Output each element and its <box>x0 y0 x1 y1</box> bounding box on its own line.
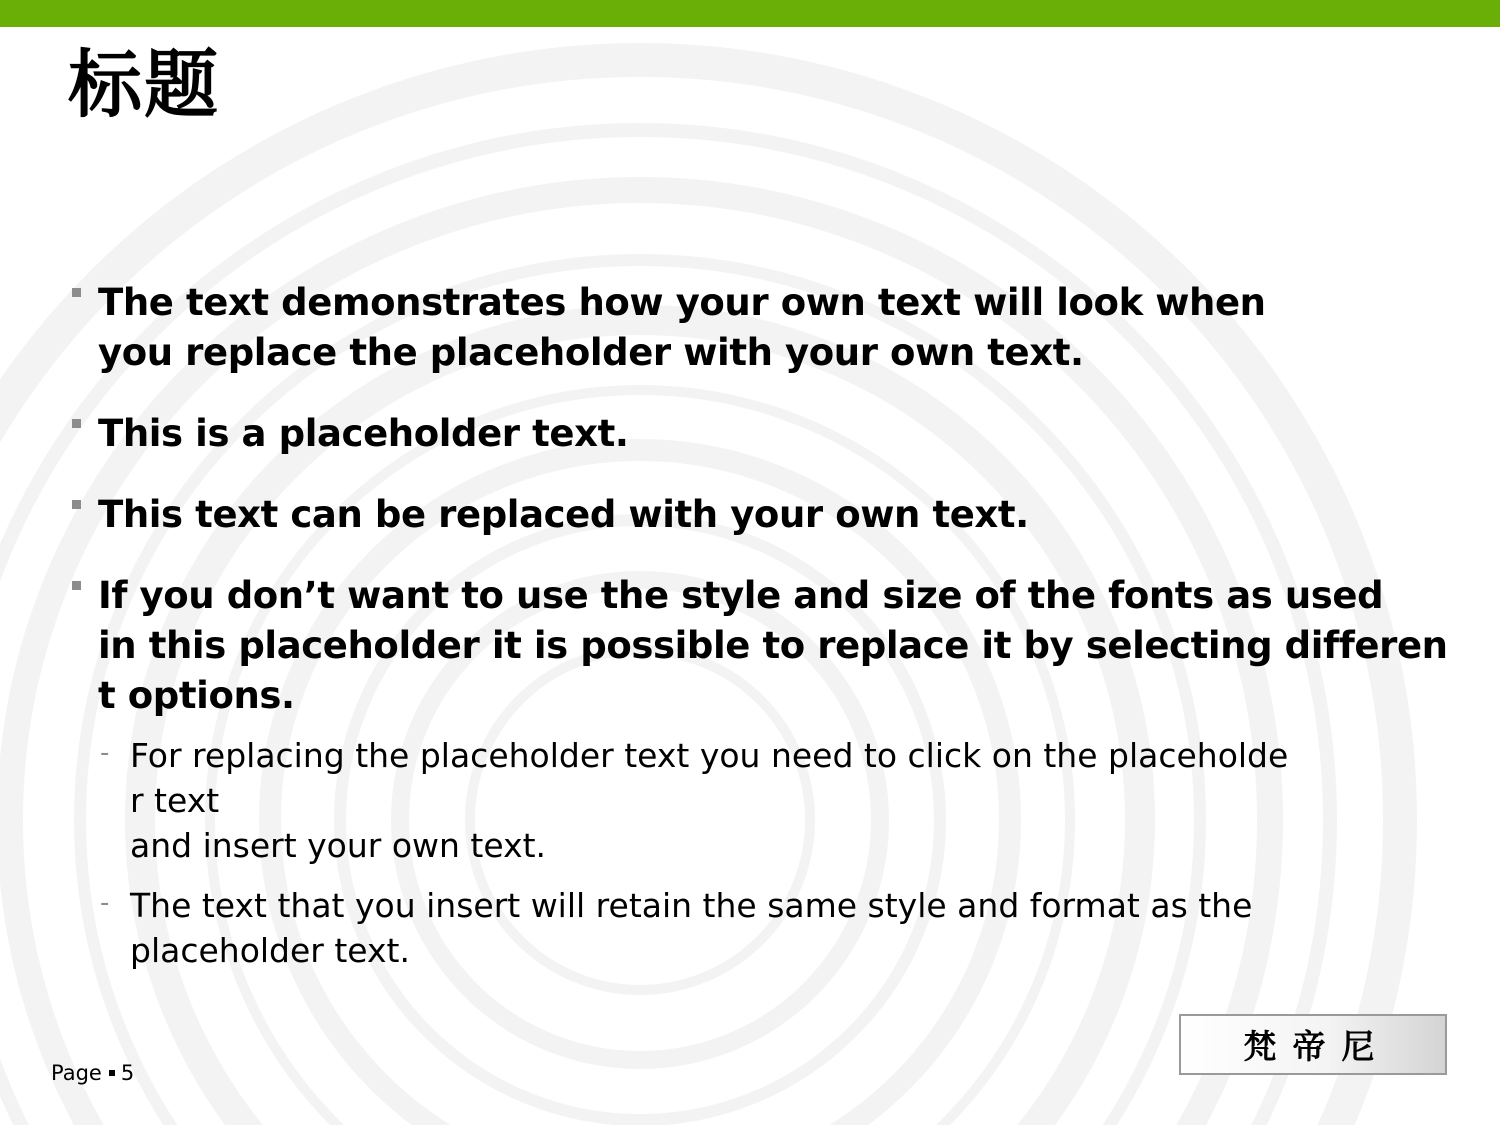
sub-bullet-line: For replacing the placeholder text you need to click on the placeholde <box>130 736 1289 775</box>
bullet-item <box>70 278 1450 378</box>
sub-bullet-line: and insert your own text. <box>130 826 547 865</box>
square-bullet-icon <box>72 419 81 428</box>
bullet-line: If you don’t want to use the style and size of the fonts as used <box>98 574 1384 617</box>
bullet-line: The text demonstrates how your own text will look when <box>98 281 1266 324</box>
bullet-line: t options. <box>98 674 295 717</box>
content-placeholder[interactable] <box>70 278 1450 988</box>
bullet-item <box>70 571 1450 721</box>
brand-logo-box <box>1179 1014 1447 1075</box>
sub-bullet-line: placeholder text. <box>130 931 410 970</box>
separator-square-icon <box>109 1070 115 1076</box>
bullet-item <box>70 409 1450 459</box>
bullet-line: in this placeholder it is possible to replace it by selecting differen <box>98 624 1448 667</box>
top-accent-bar <box>0 0 1500 27</box>
sub-bullet-item <box>70 733 1450 868</box>
bullet-item <box>70 490 1450 540</box>
brand-name: 梵帝尼 <box>1243 1027 1391 1066</box>
dash-bullet-icon: - <box>100 738 110 768</box>
square-bullet-icon <box>72 288 81 297</box>
page-label: Page <box>51 1061 102 1085</box>
bullet-line: you replace the placeholder with your own text. <box>98 331 1084 374</box>
slide-title[interactable]: 标题 <box>68 42 220 128</box>
sub-bullet-item <box>70 883 1450 973</box>
bullet-line: This is a placeholder text. <box>98 412 629 455</box>
sub-bullet-line: The text that you insert will retain the same style and format as the <box>130 886 1253 925</box>
square-bullet-icon <box>72 581 81 590</box>
sub-bullet-line: r text <box>130 781 220 820</box>
square-bullet-icon <box>72 500 81 509</box>
page-number: 5 <box>120 1061 135 1085</box>
page-number-footer <box>51 1059 134 1087</box>
dash-bullet-icon: - <box>100 888 110 918</box>
bullet-line: This text can be replaced with your own text. <box>98 493 1029 536</box>
